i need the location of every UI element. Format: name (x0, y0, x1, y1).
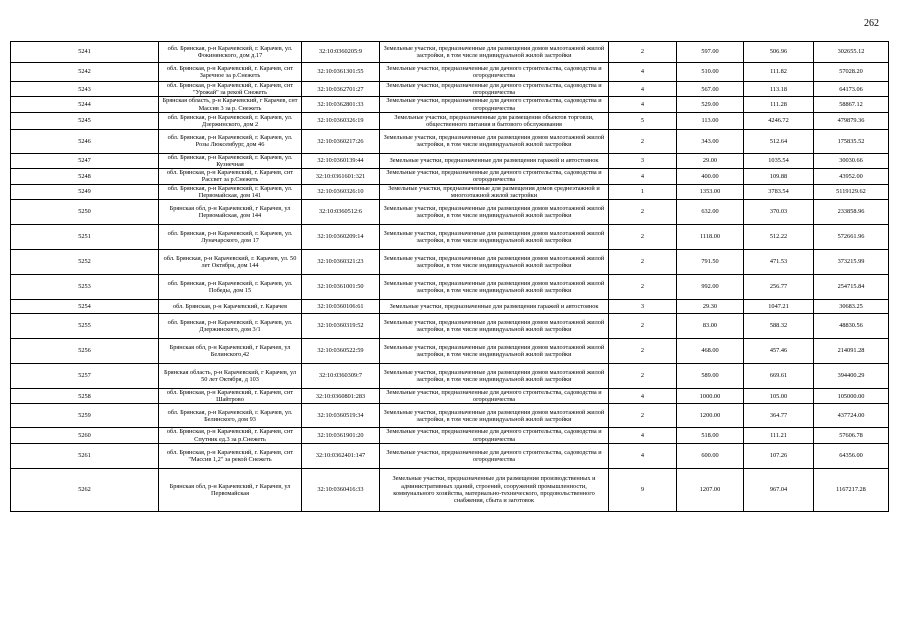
area-cell: 29.00 (677, 153, 744, 168)
land-use-cell: Земельные участки, предназначенные для размещения домов малоэтажной жилой застройки, в том числе индивидуальной жилой застройки (380, 339, 609, 364)
address-cell: обл. Брянская, р-н Карачевский, г. Карачев, снт Спутник ед.3 за р.Снежеть (159, 428, 302, 443)
page-number: 262 (864, 18, 879, 29)
address-cell: обл. Брянская, р-н Карачевский, г. Карачев, ул. Дзержинского, дом 2 (159, 112, 302, 129)
cadastral-number-cell: 32:10:0360319:52 (302, 314, 380, 339)
specific-value-cell: 512.22 (744, 225, 814, 250)
cadastral-value-cell: 57028.20 (814, 63, 889, 82)
land-use-cell: Земельные участки, предназначенные для дачного строительства, садоводства и огородничества (380, 97, 609, 112)
group-cell: 2 (609, 129, 677, 153)
row-number: 5252 (11, 250, 159, 275)
table-row (11, 184, 889, 199)
area-cell: 518.00 (677, 428, 744, 443)
land-use-cell: Земельные участки, предназначенные для дачного строительства, садоводства и огородничества (380, 63, 609, 82)
cadastral-number-cell: 32:10:0360217:26 (302, 129, 380, 153)
area-cell: 791.50 (677, 250, 744, 275)
group-cell: 4 (609, 82, 677, 97)
land-use-cell: Земельные участки, предназначенные для размещения домов малоэтажной жилой застройки, в том числе индивидуальной жилой застройки (380, 225, 609, 250)
cadastral-number-cell: 32:10:0360209:14 (302, 225, 380, 250)
land-use-cell: Земельные участки, предназначенные для дачного строительства, садоводства и огородничества (380, 169, 609, 184)
land-use-cell: Земельные участки, предназначенные для размещения производственных и административных зданий, строений, сооружений промышленности, коммунального хозяйства, материально-технического, продовольственного снабжения, сбыта и заготовок (380, 468, 609, 511)
land-use-cell: Земельные участки, предназначенные для дачного строительства, садоводства и огородничества (380, 443, 609, 468)
cadastral-number-cell: 32:10:0360139:44 (302, 153, 380, 168)
group-cell: 2 (609, 275, 677, 300)
land-use-cell: Земельные участки, предназначенные для размещения домов малоэтажной жилой застройки, в том числе индивидуальной жилой застройки (380, 275, 609, 300)
address-cell: обл. Брянская, р-н Карачевский, г. Карачев, ул. 50 лет Октября, дом 144 (159, 250, 302, 275)
group-cell: 2 (609, 364, 677, 389)
row-number: 5255 (11, 314, 159, 339)
specific-value-cell: 1035.54 (744, 153, 814, 168)
address-cell: обл. Брянская, р-н Карачевский, г. Карачев, ул. Розы Люксембург, дом 46 (159, 129, 302, 153)
cadastral-number-cell: 32:10:0360522:59 (302, 339, 380, 364)
table-row (11, 428, 889, 443)
row-number: 5254 (11, 300, 159, 314)
cadastral-value-cell: 214091.28 (814, 339, 889, 364)
cadastral-value-cell: 30030.66 (814, 153, 889, 168)
row-number: 5245 (11, 112, 159, 129)
area-cell: 468.00 (677, 339, 744, 364)
cadastral-number-cell: 32:10:0360326:10 (302, 184, 380, 199)
specific-value-cell: 111.28 (744, 97, 814, 112)
row-number: 5257 (11, 364, 159, 389)
address-cell: Брянская обл, р-н Карачевский, г Карачев, ул Первомайская, дом 144 (159, 200, 302, 225)
table-row (11, 275, 889, 300)
specific-value-cell: 3783.54 (744, 184, 814, 199)
group-cell: 9 (609, 468, 677, 511)
table-row (11, 443, 889, 468)
area-cell: 992.00 (677, 275, 744, 300)
cadastral-value-cell: 394400.29 (814, 364, 889, 389)
cadastral-number-cell: 32:10:0362401:147 (302, 443, 380, 468)
row-number: 5253 (11, 275, 159, 300)
cadastral-number-cell: 32:10:0360801:283 (302, 389, 380, 404)
group-cell: 4 (609, 63, 677, 82)
address-cell: обл. Брянская, р-н Карачевский, г. Карачев, ул. Кузнечная (159, 153, 302, 168)
group-cell: 3 (609, 300, 677, 314)
address-cell: обл. Брянская, р-н Карачевский, г. Карачев, снт Рассвет за р.Снежеть (159, 169, 302, 184)
cadastral-number-cell: 32:10:0360519:34 (302, 404, 380, 428)
specific-value-cell: 4246.72 (744, 112, 814, 129)
row-number: 5260 (11, 428, 159, 443)
area-cell: 567.00 (677, 82, 744, 97)
specific-value-cell: 105.00 (744, 389, 814, 404)
address-cell: обл. Брянская, р-н Карачевский, г. Карачев, ул. Победы, дом 15 (159, 275, 302, 300)
address-cell: обл. Брянская, р-н Карачевский, г. Карачев, ул. Фокинянского, дом д.17 (159, 42, 302, 63)
address-cell: Брянская обл, р-н Карачевский, г Карачев, ул Белинского,42 (159, 339, 302, 364)
table-row (11, 200, 889, 225)
cadastral-value-cell: 479879.36 (814, 112, 889, 129)
group-cell: 2 (609, 42, 677, 63)
table-row (11, 63, 889, 82)
group-cell: 4 (609, 389, 677, 404)
land-use-cell: Земельные участки, предназначенные для размещения домов малоэтажной жилой застройки, в том числе индивидуальной жилой застройки (380, 42, 609, 63)
area-cell: 510.00 (677, 63, 744, 82)
cadastral-number-cell: 32:10:0360106:61 (302, 300, 380, 314)
land-use-cell: Земельные участки, предназначенные для размещения объектов торговли, общественного питания и бытового обслуживания (380, 112, 609, 129)
specific-value-cell: 669.61 (744, 364, 814, 389)
row-number: 5262 (11, 468, 159, 511)
cadastral-value-cell: 302655.12 (814, 42, 889, 63)
group-cell: 2 (609, 314, 677, 339)
group-cell: 5 (609, 112, 677, 129)
area-cell: 1353.00 (677, 184, 744, 199)
cadastral-value-cell: 48830.56 (814, 314, 889, 339)
group-cell: 3 (609, 153, 677, 168)
land-use-cell: Земельные участки, предназначенные для размещения домов малоэтажной жилой застройки, в том числе индивидуальной жилой застройки (380, 364, 609, 389)
specific-value-cell: 1047.21 (744, 300, 814, 314)
cadastral-value-cell: 30683.25 (814, 300, 889, 314)
row-number: 5241 (11, 42, 159, 63)
specific-value-cell: 370.03 (744, 200, 814, 225)
row-number: 5250 (11, 200, 159, 225)
land-registry-table (10, 41, 889, 512)
table-row (11, 225, 889, 250)
cadastral-value-cell: 64173.06 (814, 82, 889, 97)
land-use-cell: Земельные участки, предназначенные для размещения домов среднеэтажной и многоэтажной жилой застройки (380, 184, 609, 199)
row-number: 5258 (11, 389, 159, 404)
row-number: 5261 (11, 443, 159, 468)
area-cell: 113.00 (677, 112, 744, 129)
land-use-cell: Земельные участки, предназначенные для дачного строительства, садоводства и огородничества (380, 82, 609, 97)
area-cell: 29.30 (677, 300, 744, 314)
table-row (11, 82, 889, 97)
cadastral-number-cell: 32:10:0362801:33 (302, 97, 380, 112)
cadastral-value-cell: 572661.96 (814, 225, 889, 250)
area-cell: 589.00 (677, 364, 744, 389)
specific-value-cell: 256.77 (744, 275, 814, 300)
cadastral-value-cell: 233858.96 (814, 200, 889, 225)
cadastral-number-cell: 32:10:0361601:321 (302, 169, 380, 184)
row-number: 5249 (11, 184, 159, 199)
group-cell: 2 (609, 339, 677, 364)
address-cell: обл. Брянская, р-н Карачевский, г. Карачев, ул. Белинского, дом 93 (159, 404, 302, 428)
group-cell: 4 (609, 169, 677, 184)
land-use-cell: Земельные участки, предназначенные для размещения домов малоэтажной жилой застройки, в том числе индивидуальной жилой застройки (380, 200, 609, 225)
specific-value-cell: 967.04 (744, 468, 814, 511)
area-cell: 597.00 (677, 42, 744, 63)
table-row (11, 314, 889, 339)
cadastral-value-cell: 105000.00 (814, 389, 889, 404)
land-use-cell: Земельные участки, предназначенные для размещения домов малоэтажной жилой застройки, в том числе индивидуальной жилой застройки (380, 129, 609, 153)
area-cell: 1118.00 (677, 225, 744, 250)
cadastral-number-cell: 32:10:0361901:20 (302, 428, 380, 443)
table-row (11, 364, 889, 389)
cadastral-number-cell: 32:10:0361001:50 (302, 275, 380, 300)
cadastral-value-cell: 373215.99 (814, 250, 889, 275)
specific-value-cell: 471.53 (744, 250, 814, 275)
cadastral-value-cell: 43952.00 (814, 169, 889, 184)
row-number: 5244 (11, 97, 159, 112)
specific-value-cell: 512.64 (744, 129, 814, 153)
cadastral-number-cell: 32:10:0360309:7 (302, 364, 380, 389)
row-number: 5248 (11, 169, 159, 184)
cadastral-number-cell: 32:10:0360326:19 (302, 112, 380, 129)
address-cell: обл. Брянская, р-н Карачевский, г. Карачев, снт Заречное за р.Снежеть (159, 63, 302, 82)
specific-value-cell: 364.77 (744, 404, 814, 428)
cadastral-number-cell: 32:10:0362701:27 (302, 82, 380, 97)
cadastral-number-cell: 32:10:0360416:33 (302, 468, 380, 511)
row-number: 5256 (11, 339, 159, 364)
table-row (11, 97, 889, 112)
address-cell: обл. Брянская, р-н Карачевский, г. Карачев, ул. Дзержинского, дом 3/1 (159, 314, 302, 339)
table-row (11, 468, 889, 511)
land-use-cell: Земельные участки, предназначенные для размещения домов малоэтажной жилой застройки, в том числе индивидуальной жилой застройки (380, 404, 609, 428)
specific-value-cell: 111.21 (744, 428, 814, 443)
area-cell: 343.00 (677, 129, 744, 153)
address-cell: Брянская обл, р-н Карачевский, г Карачев, ул Первомайская (159, 468, 302, 511)
table-row (11, 300, 889, 314)
land-use-cell: Земельные участки, предназначенные для дачного строительства, садоводства и огородничества (380, 389, 609, 404)
cadastral-value-cell: 57606.78 (814, 428, 889, 443)
address-cell: обл. Брянская, р-н Карачевский, г. Карачев, ул. Луначарского, дом 17 (159, 225, 302, 250)
table-row (11, 389, 889, 404)
group-cell: 4 (609, 443, 677, 468)
group-cell: 2 (609, 225, 677, 250)
address-cell: Брянская область, р-н Карачевский, г Карачев, ул 50 лет Октября, д 103 (159, 364, 302, 389)
address-cell: обл. Брянская, р-н Карачевский, г. Карачев, снт "Урожай" за рекой Снежеть (159, 82, 302, 97)
area-cell: 600.00 (677, 443, 744, 468)
row-number: 5246 (11, 129, 159, 153)
table-row (11, 404, 889, 428)
land-use-cell: Земельные участки, предназначенные для размещения гаражей и автостоянок (380, 300, 609, 314)
row-number: 5259 (11, 404, 159, 428)
address-cell: обл. Брянская, р-н Карачевский, г. Карачев, ул. Первомайская, дом 141 (159, 184, 302, 199)
area-cell: 1207.00 (677, 468, 744, 511)
area-cell: 529.00 (677, 97, 744, 112)
group-cell: 1 (609, 184, 677, 199)
cadastral-value-cell: 64356.00 (814, 443, 889, 468)
area-cell: 83.00 (677, 314, 744, 339)
specific-value-cell: 506.96 (744, 42, 814, 63)
table-row (11, 250, 889, 275)
table-row (11, 339, 889, 364)
cadastral-number-cell: 32:10:0360321:23 (302, 250, 380, 275)
address-cell: обл. Брянская, р-н Карачевский, г. Карачев, снт Шайтрово (159, 389, 302, 404)
area-cell: 1200.00 (677, 404, 744, 428)
table-row (11, 129, 889, 153)
specific-value-cell: 588.32 (744, 314, 814, 339)
group-cell: 2 (609, 250, 677, 275)
cadastral-number-cell: 32:10:0360205:9 (302, 42, 380, 63)
land-use-cell: Земельные участки, предназначенные для размещения домов малоэтажной жилой застройки, в том числе индивидуальной жилой застройки (380, 250, 609, 275)
table-row (11, 42, 889, 63)
group-cell: 2 (609, 200, 677, 225)
row-number: 5251 (11, 225, 159, 250)
area-cell: 632.00 (677, 200, 744, 225)
address-cell: Брянская область, р-н Карачевский, г Карачев, снт Массив 3 за р. Снежеть (159, 97, 302, 112)
group-cell: 4 (609, 97, 677, 112)
specific-value-cell: 113.18 (744, 82, 814, 97)
table-row (11, 153, 889, 168)
area-cell: 1000.00 (677, 389, 744, 404)
address-cell: обл. Брянская, р-н Карачевский, г. Карачев (159, 300, 302, 314)
group-cell: 4 (609, 428, 677, 443)
cadastral-value-cell: 1167217.28 (814, 468, 889, 511)
land-use-cell: Земельные участки, предназначенные для размещения гаражей и автостоянок (380, 153, 609, 168)
cadastral-value-cell: 5119129.62 (814, 184, 889, 199)
specific-value-cell: 107.26 (744, 443, 814, 468)
table-row (11, 112, 889, 129)
cadastral-number-cell: 32:10:0361301:55 (302, 63, 380, 82)
land-use-cell: Земельные участки, предназначенные для размещения домов малоэтажной жилой застройки, в том числе индивидуальной жилой застройки (380, 314, 609, 339)
row-number: 5242 (11, 63, 159, 82)
specific-value-cell: 109.88 (744, 169, 814, 184)
area-cell: 400.00 (677, 169, 744, 184)
specific-value-cell: 457.46 (744, 339, 814, 364)
cadastral-value-cell: 437724.00 (814, 404, 889, 428)
cadastral-value-cell: 58867.12 (814, 97, 889, 112)
specific-value-cell: 111.82 (744, 63, 814, 82)
group-cell: 2 (609, 404, 677, 428)
cadastral-value-cell: 254715.84 (814, 275, 889, 300)
cadastral-number-cell: 32:10:0360512:6 (302, 200, 380, 225)
address-cell: обл. Брянская, р-н Карачевский, г. Карачев, снт "Массив 1,2" за рекой Снежеть (159, 443, 302, 468)
cadastral-value-cell: 175835.52 (814, 129, 889, 153)
row-number: 5243 (11, 82, 159, 97)
table-body (11, 42, 889, 512)
table-row (11, 169, 889, 184)
row-number: 5247 (11, 153, 159, 168)
land-use-cell: Земельные участки, предназначенные для дачного строительства, садоводства и огородничества (380, 428, 609, 443)
